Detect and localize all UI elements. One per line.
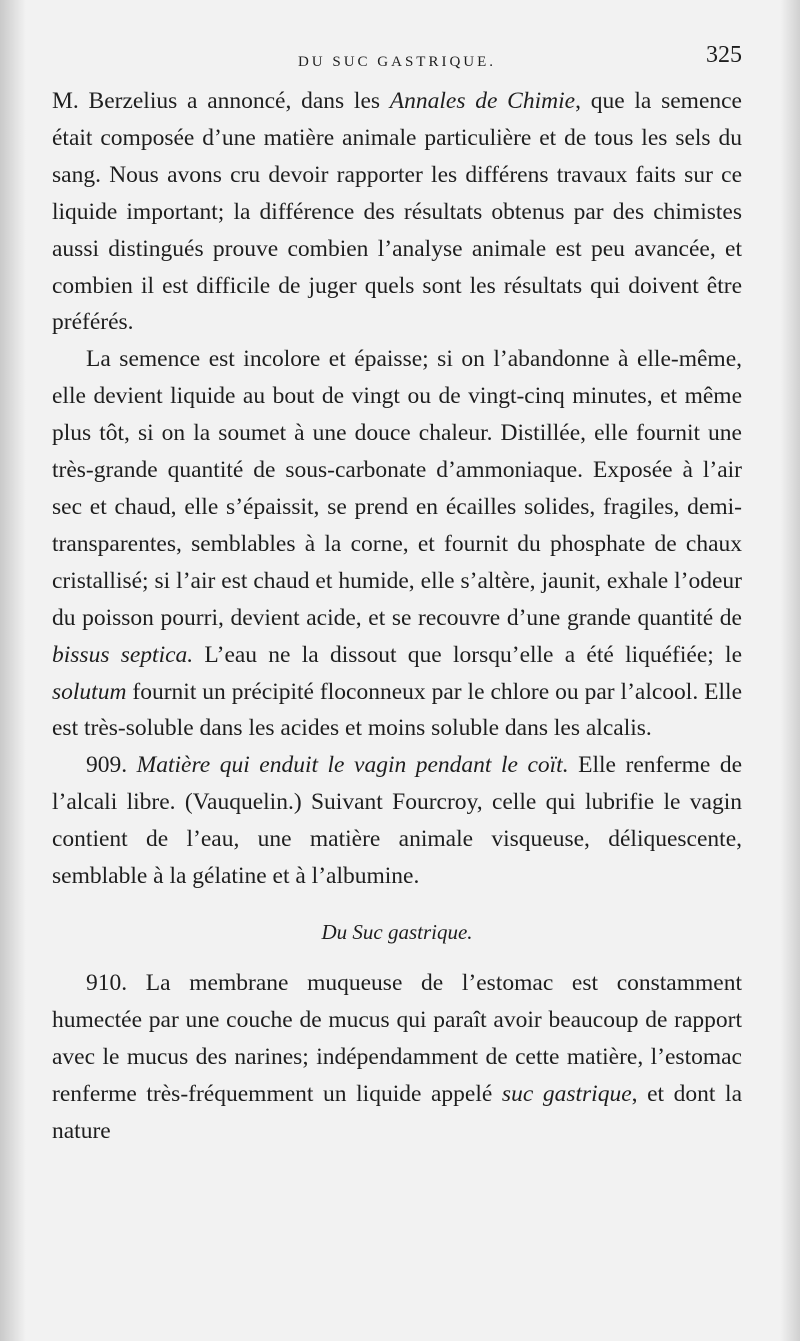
text-segment-italic: suc gastrique bbox=[501, 1080, 632, 1107]
text-segment: fournit un précipité floconneux par le chlore ou par l’alcool. Elle est très-soluble dans les acides et moins soluble dans les alcalis. bbox=[52, 678, 742, 742]
text-segment: L’eau ne la dissout que lorsqu’elle a été liquéfiée; le bbox=[193, 641, 743, 668]
text-segment: M. Berzelius a annoncé, dans les bbox=[52, 88, 390, 114]
text-segment: , et dont la nature bbox=[52, 1080, 743, 1144]
text-segment: 909. bbox=[86, 752, 137, 779]
paragraph-3 bbox=[52, 747, 742, 895]
text-segment: , que la semence était composée d’une matière animale particulière et de tous les sels du sang. Nous avons cru devoir rapporter les différens travaux faits sur ce liquide important; la différence des résultats obtenus par des chimistes aussi distingués prouve combien l’analyse animale est peu avancée, et combien il est difficile de juger quels sont les résultats qui doivent être préférés. bbox=[52, 88, 742, 336]
text-segment-italic: bissus septica. bbox=[52, 641, 194, 668]
edge-shadow bbox=[780, 0, 800, 1341]
text-segment-italic: Matière qui enduit le vagin pendant le coït. bbox=[136, 752, 569, 779]
body-text bbox=[52, 83, 742, 1149]
paragraph-2 bbox=[52, 341, 742, 747]
page-number: 325 bbox=[706, 42, 742, 68]
paragraph-1 bbox=[52, 83, 742, 341]
running-head: DU SUC GASTRIQUE. bbox=[297, 54, 497, 70]
text-segment: La semence est incolore et épaisse; si on l’abandonne à elle-même, elle devient liquide au bout de vingt ou de vingt-cinq minutes, et même plus tôt, si on la soumet à une douce chaleur. Distillée, elle fournit une très-grande quantité de sous-carbonate d’ammoniaque. Exposée à l’air sec et chaud, elle s’épaissit, se prend en écailles solides, fragiles, demi-transparentes, semblables à la corne, et fournit du phosphate de chaux cristallisé; si l’air est chaud et humide, elle s’altère, jaunit, exhale l’odeur du poisson pourri, devient acide, et se recouvre d’une grande quantité de bbox=[52, 346, 742, 631]
page-header bbox=[52, 40, 742, 80]
text-segment-italic: solutum bbox=[52, 678, 127, 705]
paragraph-4 bbox=[52, 965, 742, 1150]
text-segment: Elle renferme de l’alcali libre. (Vauquelin.) Suivant Fourcroy, celle qui lubrifie le vagin contient de l’eau, une matière animale visqueuse, déliquescente, semblable à la gélatine et à l’albumine. bbox=[52, 752, 742, 890]
text-segment: 910. La membrane muqueuse de l’estomac est constamment humectée par une couche de mucus qui paraît avoir beaucoup de rapport avec le mucus des narines; indépendamment de cette matière, l’estomac renferme très-fréquemment un liquide appelé bbox=[52, 969, 742, 1107]
text-segment-italic: Annales de Chimie bbox=[389, 88, 576, 114]
binding-shadow bbox=[0, 0, 26, 1341]
section-title: Du Suc gastrique. bbox=[321, 919, 473, 944]
